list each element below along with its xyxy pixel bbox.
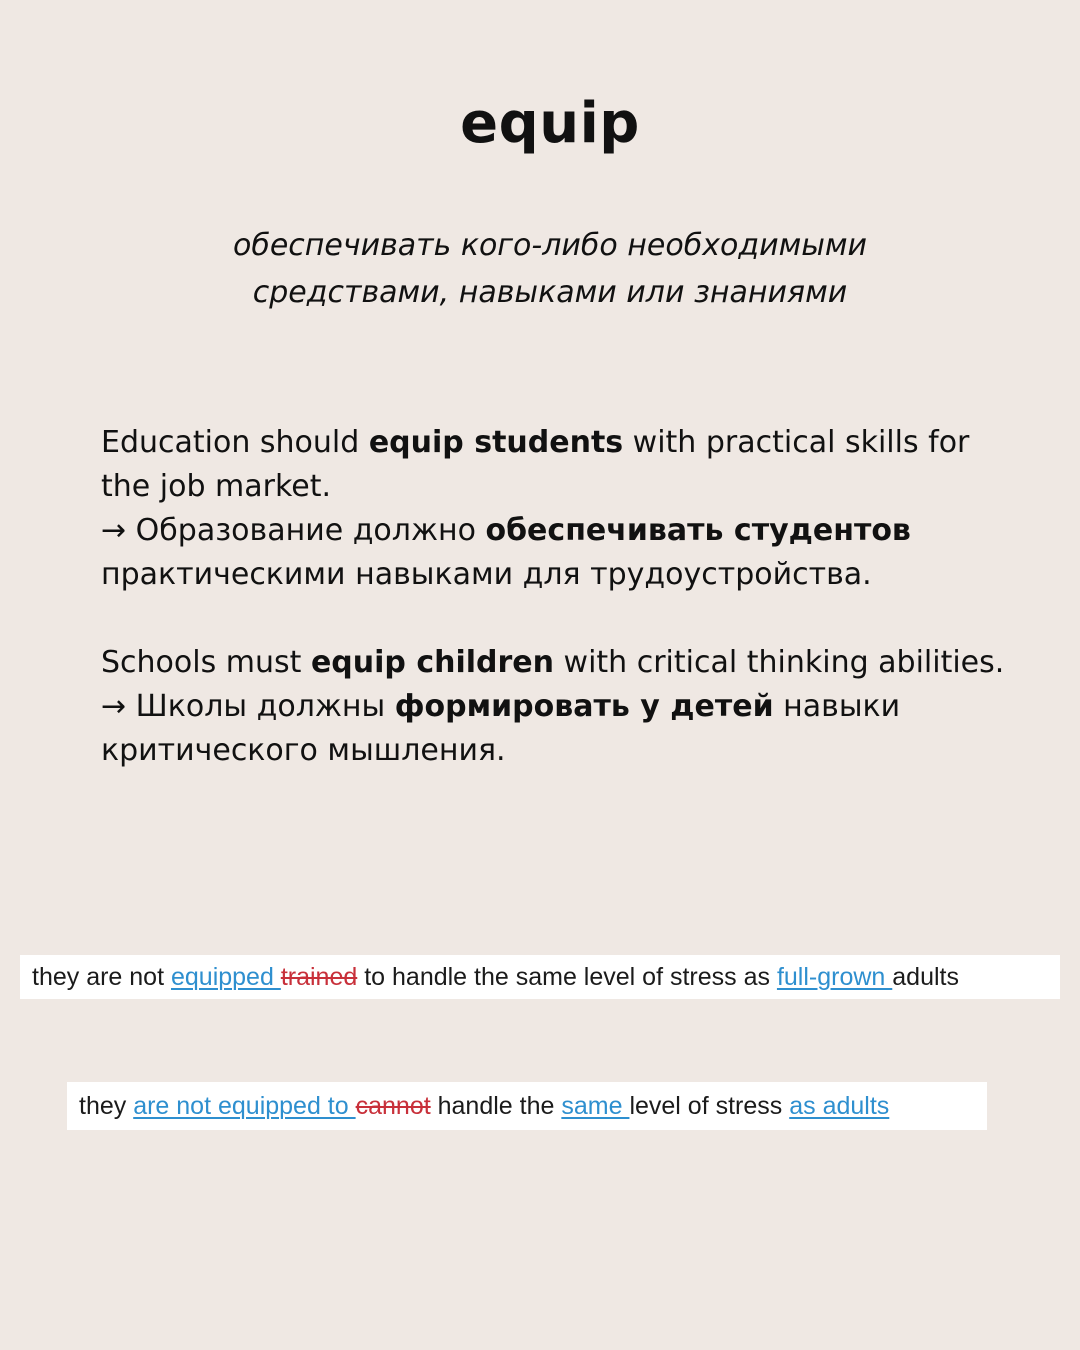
arrow-icon: → Школы должны (101, 689, 395, 724)
correction-sentence-2: they are not equipped to cannot handle the same level of stress as adults (67, 1082, 987, 1130)
word-title: equip (460, 91, 640, 156)
insertion: as adults (789, 1092, 890, 1120)
example-1-en: Education should equip students with practical skills for (101, 425, 970, 460)
arrow-icon: → Образование должно (101, 513, 486, 548)
example-2-ru-cont: критического мышления. (101, 733, 506, 768)
example-1-ru (101, 509, 1041, 553)
deletion: trained (280, 963, 358, 991)
examples (101, 421, 1041, 773)
highlight-phrase: обеспечивать студентов (485, 513, 911, 548)
translation (0, 222, 1080, 316)
highlight-phrase: equip children (310, 645, 554, 680)
translation-line-1: обеспечивать кого-либо необходимыми (232, 228, 868, 263)
highlight-phrase: формировать у детей (394, 689, 774, 724)
example-2-ru: → Школы должны формировать у детей навыки (101, 689, 901, 724)
insertion: equipped (170, 963, 281, 991)
deletion: cannot (355, 1092, 431, 1120)
example-2-en: Schools must equip children with critical thinking abilities. (101, 645, 1005, 680)
example-1-ru-cont: практическими навыками для трудоустройства. (101, 557, 872, 592)
highlight-phrase: equip students (368, 425, 624, 460)
correction-sentence-1: they are not equipped trained to handle the same level of stress as full-grown adults (20, 955, 1060, 999)
insertion: full-grown (776, 963, 893, 991)
insertion: same (561, 1092, 630, 1120)
example-1-en-cont: the job market. (101, 469, 332, 504)
insertion: are not equipped to (133, 1092, 356, 1120)
translation-line-2: средствами, навыками или знаниями (252, 275, 848, 310)
